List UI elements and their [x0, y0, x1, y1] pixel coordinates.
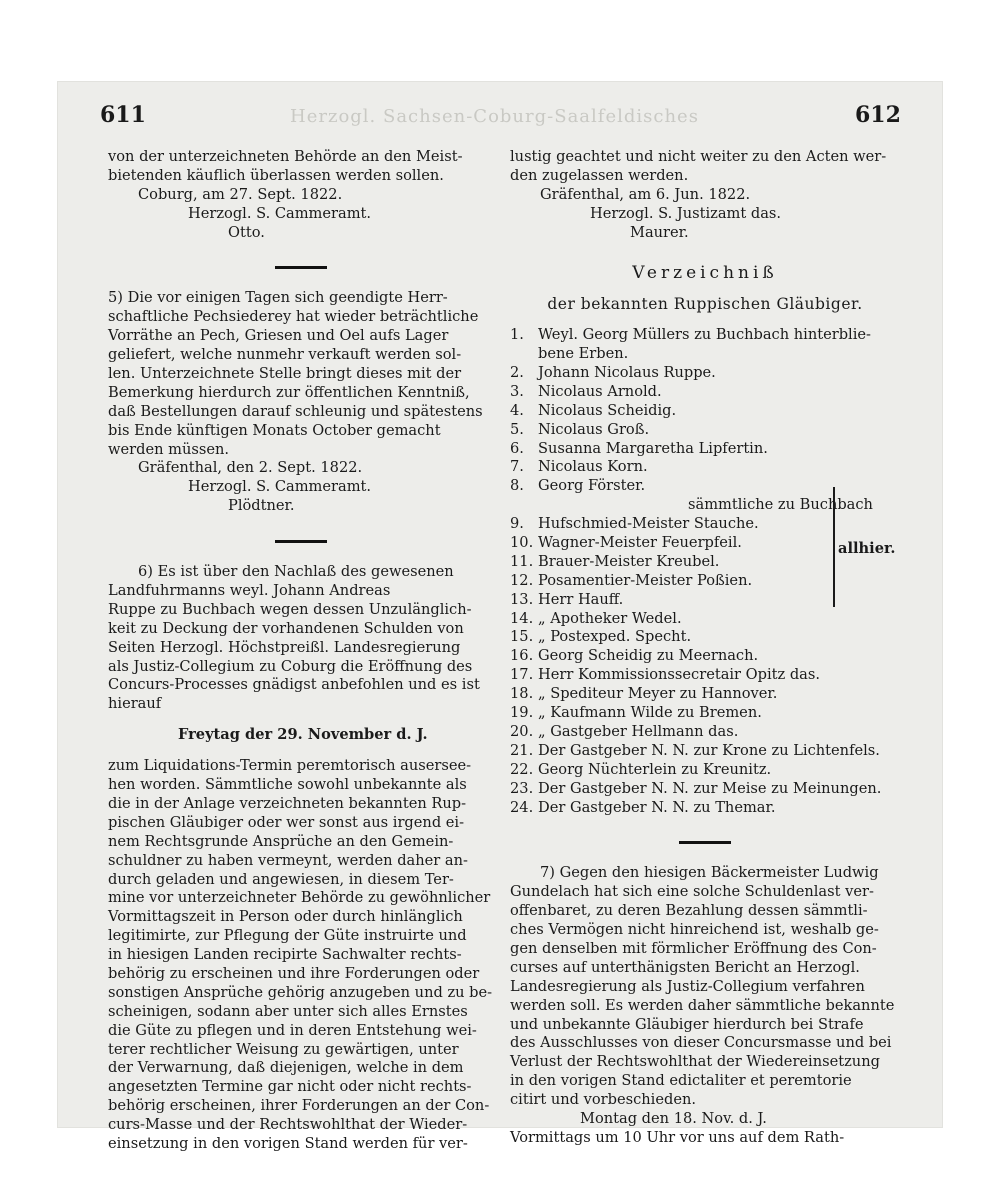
text-line: den zugelassen werden.: [510, 166, 689, 184]
text-line: Seiten Herzogl. Höchstpreißl. Landesregierung: [108, 638, 461, 656]
text-line: hen worden. Sämmtliche sowohl unbekannte als: [108, 776, 467, 794]
text-line: angesetzten Termine gar nicht oder nicht rechts-: [108, 1078, 472, 1096]
signature-name: Maurer.: [630, 223, 689, 241]
creditor-row: [510, 742, 900, 761]
creditor-number: 1.: [510, 326, 524, 344]
term-date: Montag den 18. Nov. d. J.: [580, 1109, 767, 1127]
creditor-number: 9.: [510, 515, 524, 533]
text-line: terer rechtlicher Weisung zu gewärtigen, unter: [108, 1040, 459, 1058]
list-heading: Verzeichniß: [632, 263, 778, 284]
creditor-row: [510, 591, 900, 610]
text-line: von der unterzeichneten Behörde an den Meist-: [108, 148, 463, 165]
issuing-office: Herzogl. S. Justizamt das.: [590, 204, 782, 222]
signature-name: Otto.: [228, 223, 265, 241]
place-date: Gräfenthal, den 2. Sept. 1822.: [138, 459, 363, 477]
creditor-name: Nicolaus Korn.: [538, 458, 648, 476]
creditor-row: [510, 610, 900, 629]
left-column: [108, 148, 493, 1154]
text-line: durch geladen und angewiesen, in diesem Ter-: [108, 870, 454, 888]
creditor-name: Johann Nicolaus Ruppe.: [538, 364, 716, 382]
creditor-row: [510, 477, 900, 496]
creditor-name: „ Gastgeber Hellmann das.: [538, 722, 739, 740]
text-line: nem Rechtsgrunde Ansprüche an den Gemein-: [108, 832, 454, 850]
text-line: Concurs-Processes gnädigst anbefohlen und es ist: [108, 676, 480, 694]
text-line: pischen Gläubiger oder wer sonst aus irgend ei-: [108, 813, 465, 831]
creditor-number: 18.: [510, 685, 534, 703]
text-line: schuldner zu haben vermeynt, werden daher an-: [108, 851, 468, 869]
text-line: werden soll. Es werden daher sämmtliche bekannte: [510, 996, 895, 1014]
creditor-row: [510, 402, 900, 421]
creditor-list: [510, 326, 900, 817]
section-divider: [679, 841, 731, 844]
brace-label: allhier.: [838, 540, 896, 557]
text-line: 6) Es ist über den Nachlaß des gewesenen: [138, 563, 454, 581]
creditor-name: Georg Nüchterlein zu Kreunitz.: [538, 760, 772, 778]
creditor-number: 15.: [510, 628, 534, 646]
place-date: Gräfenthal, am 6. Jun. 1822.: [540, 185, 751, 203]
page-number-right: 612: [855, 102, 901, 128]
creditor-number: 7.: [510, 458, 524, 476]
right-column: [510, 148, 900, 1148]
creditor-number: 12.: [510, 571, 534, 589]
text-line: 7) Gegen den hiesigen Bäckermeister Ludwig: [540, 864, 879, 882]
creditor-number: 10.: [510, 534, 534, 552]
text-line: zum Liquidations-Termin peremtorisch ausersee-: [108, 757, 472, 775]
signature-name: Plödtner.: [228, 497, 295, 515]
creditor-number: 3.: [510, 382, 524, 400]
creditor-number: 22.: [510, 760, 534, 778]
creditor-number: 11.: [510, 552, 534, 570]
text-line: die Güte zu pflegen und in deren Entstehung wei-: [108, 1021, 477, 1039]
text-line: Vorräthe an Pech, Griesen und Oel aufs Lager: [108, 327, 449, 345]
creditor-number: 23.: [510, 779, 534, 797]
creditor-name: Weyl. Georg Müllers zu Buchbach hinterblie-: [538, 326, 871, 344]
text-line: in den vorigen Stand edictaliter et peremtorie: [510, 1072, 852, 1090]
creditor-row: [510, 458, 900, 477]
text-line: bis Ende künftigen Monats October gemacht: [108, 421, 441, 439]
creditor-row: [510, 780, 900, 799]
creditor-row: [510, 704, 900, 723]
text-line: keit zu Deckung der vorhandenen Schulden von: [108, 619, 464, 637]
creditor-name: Posamentier-Meister Poßien.: [538, 571, 753, 589]
creditor-name: Herr Kommissionssecretair Opitz das.: [538, 666, 821, 684]
text-line: Landesregierung als Justiz-Collegium verfahren: [510, 977, 865, 995]
creditor-name: Wagner-Meister Feuerpfeil.: [538, 534, 742, 552]
creditor-row: [510, 799, 900, 818]
creditor-row: [510, 345, 900, 364]
text-line: behörig erscheinen, ihrer Forderungen an der Con-: [108, 1097, 490, 1115]
creditor-name: Hufschmied-Meister Stauche.: [538, 515, 759, 533]
running-head: Herzogl. Sachsen-Coburg-Saalfeldisches: [290, 106, 699, 127]
text-line: 5) Die vor einigen Tagen sich geendigte Herr-: [108, 289, 448, 307]
creditor-name: „ Spediteur Meyer zu Hannover.: [538, 685, 778, 703]
creditor-row: [510, 440, 900, 459]
text-line: bietenden käuflich überlassen werden sollen.: [108, 166, 444, 184]
creditor-row: [510, 496, 900, 515]
issuing-office: Herzogl. S. Cammeramt.: [188, 204, 372, 222]
text-line: ches Vermögen nicht hinreichend ist, weshalb ge-: [510, 921, 879, 939]
text-line: schaftliche Pechsiederey hat wieder beträchtliche: [108, 308, 479, 326]
text-line: Vormittagszeit in Person oder durch hinlänglich: [108, 908, 463, 926]
page-number-left: 611: [100, 102, 146, 128]
text-line: Bemerkung hierdurch zur öffentlichen Kenntniß,: [108, 383, 470, 401]
text-line: in hiesigen Landen recipirte Sachwalter rechts-: [108, 946, 462, 964]
creditor-number: 13.: [510, 590, 534, 608]
text-line: gen denselben mit förmlicher Eröffnung des Con-: [510, 939, 877, 957]
text-line: als Justiz-Collegium zu Coburg die Eröffnung des: [108, 657, 473, 675]
text-line: sonstigen Ansprüche gehörig anzugeben und zu be-: [108, 983, 493, 1001]
text-line: einsetzung in den vorigen Stand werden für ver-: [108, 1134, 468, 1152]
text-line: geliefert, welche nunmehr verkauft werden sol-: [108, 346, 462, 364]
creditor-row: [510, 364, 900, 383]
text-line: daß Bestellungen darauf schleunig und spätestens: [108, 402, 483, 420]
creditor-number: 8.: [510, 477, 524, 495]
creditor-name: bene Erben.: [538, 345, 629, 363]
creditor-name: Georg Förster.: [538, 477, 646, 495]
text-line: mine vor unterzeichneter Behörde zu gewöhnlicher: [108, 889, 491, 907]
text-line: Vormittags um 10 Uhr vor uns auf dem Rath-: [510, 1128, 845, 1146]
creditor-name: Herr Hauff.: [538, 590, 624, 608]
creditor-name: „ Kaufmann Wilde zu Bremen.: [538, 704, 762, 722]
text-line: Verlust der Rechtswohlthat der Wiedereinsetzung: [510, 1053, 880, 1071]
creditor-row: [510, 723, 900, 742]
brace-bracket: [823, 487, 835, 607]
creditor-name: Der Gastgeber N. N. zur Krone zu Lichtenfels.: [538, 741, 880, 759]
text-line: werden müssen.: [108, 440, 230, 458]
creditor-name: Georg Scheidig zu Meernach.: [538, 647, 759, 665]
text-line: offenbaret, zu deren Bezahlung dessen sämmtli-: [510, 902, 868, 920]
creditor-name: Der Gastgeber N. N. zu Themar.: [538, 798, 776, 816]
creditor-number: 20.: [510, 722, 534, 740]
creditor-name: Der Gastgeber N. N. zur Meise zu Meinungen.: [538, 779, 882, 797]
creditor-row: [510, 685, 900, 704]
text-line: curses auf unterthänigsten Bericht an Herzogl.: [510, 958, 860, 976]
creditor-row: [510, 383, 900, 402]
creditor-name: Nicolaus Groß.: [538, 420, 650, 438]
creditor-number: 21.: [510, 741, 534, 759]
creditor-number: 2.: [510, 364, 524, 382]
creditor-row: [510, 761, 900, 780]
text-line: und unbekannte Gläubiger hierdurch bei Strafe: [510, 1015, 864, 1033]
text-line: citirt und vorbeschieden.: [510, 1091, 696, 1109]
section-divider: [275, 540, 327, 543]
text-line: scheinigen, sodann aber unter sich alles Ernstes: [108, 1002, 468, 1020]
creditor-name: sämmtliche zu Buchbach: [688, 496, 873, 514]
term-date: Freytag der 29. November d. J.: [178, 726, 428, 744]
text-line: des Ausschlusses von dieser Concursmasse und bei: [510, 1034, 892, 1052]
creditor-row: [510, 647, 900, 666]
text-line: Landfuhrmanns weyl. Johann Andreas: [108, 582, 391, 600]
creditor-number: 6.: [510, 439, 524, 457]
text-line: behörig zu erscheinen und ihre Forderungen oder: [108, 964, 480, 982]
creditor-row: [510, 628, 900, 647]
text-line: curs-Masse und der Rechtswohlthat der Wieder-: [108, 1116, 468, 1134]
creditor-name: Nicolaus Arnold.: [538, 382, 662, 400]
creditor-number: 4.: [510, 401, 524, 419]
creditor-number: 16.: [510, 647, 534, 665]
creditor-row: [510, 515, 900, 534]
creditor-number: 14.: [510, 609, 534, 627]
text-line: die in der Anlage verzeichneten bekannten Rup-: [108, 794, 467, 812]
text-line: Ruppe zu Buchbach wegen dessen Unzulänglich-: [108, 600, 472, 618]
creditor-row: [510, 421, 900, 440]
section-divider: [275, 266, 327, 269]
text-line: legitimirte, zur Pflegung der Güte instruirte und: [108, 927, 467, 945]
creditor-name: „ Apotheker Wedel.: [538, 609, 682, 627]
text-line: Gundelach hat sich eine solche Schuldenlast ver-: [510, 883, 874, 901]
creditor-row: [510, 666, 900, 685]
list-subheading: der bekannten Ruppischen Gläubiger.: [547, 295, 863, 314]
creditor-number: 24.: [510, 798, 534, 816]
creditor-name: „ Postexped. Specht.: [538, 628, 692, 646]
text-line: der Verwarnung, daß diejenigen, welche in dem: [108, 1059, 464, 1077]
creditor-number: 17.: [510, 666, 534, 684]
creditor-row: [510, 326, 900, 345]
place-date: Coburg, am 27. Sept. 1822.: [138, 185, 343, 203]
creditor-number: 19.: [510, 704, 534, 722]
creditor-number: 5.: [510, 420, 524, 438]
text-line: hierauf: [108, 695, 162, 713]
issuing-office: Herzogl. S. Cammeramt.: [188, 478, 372, 496]
creditor-name: Brauer-Meister Kreubel.: [538, 552, 720, 570]
text-line: len. Unterzeichnete Stelle bringt dieses mit der: [108, 365, 462, 383]
creditor-name: Susanna Margaretha Lipfertin.: [538, 439, 768, 457]
text-line: lustig geachtet und nicht weiter zu den Acten wer-: [510, 148, 887, 165]
creditor-name: Nicolaus Scheidig.: [538, 401, 677, 419]
creditor-row: [510, 572, 900, 591]
